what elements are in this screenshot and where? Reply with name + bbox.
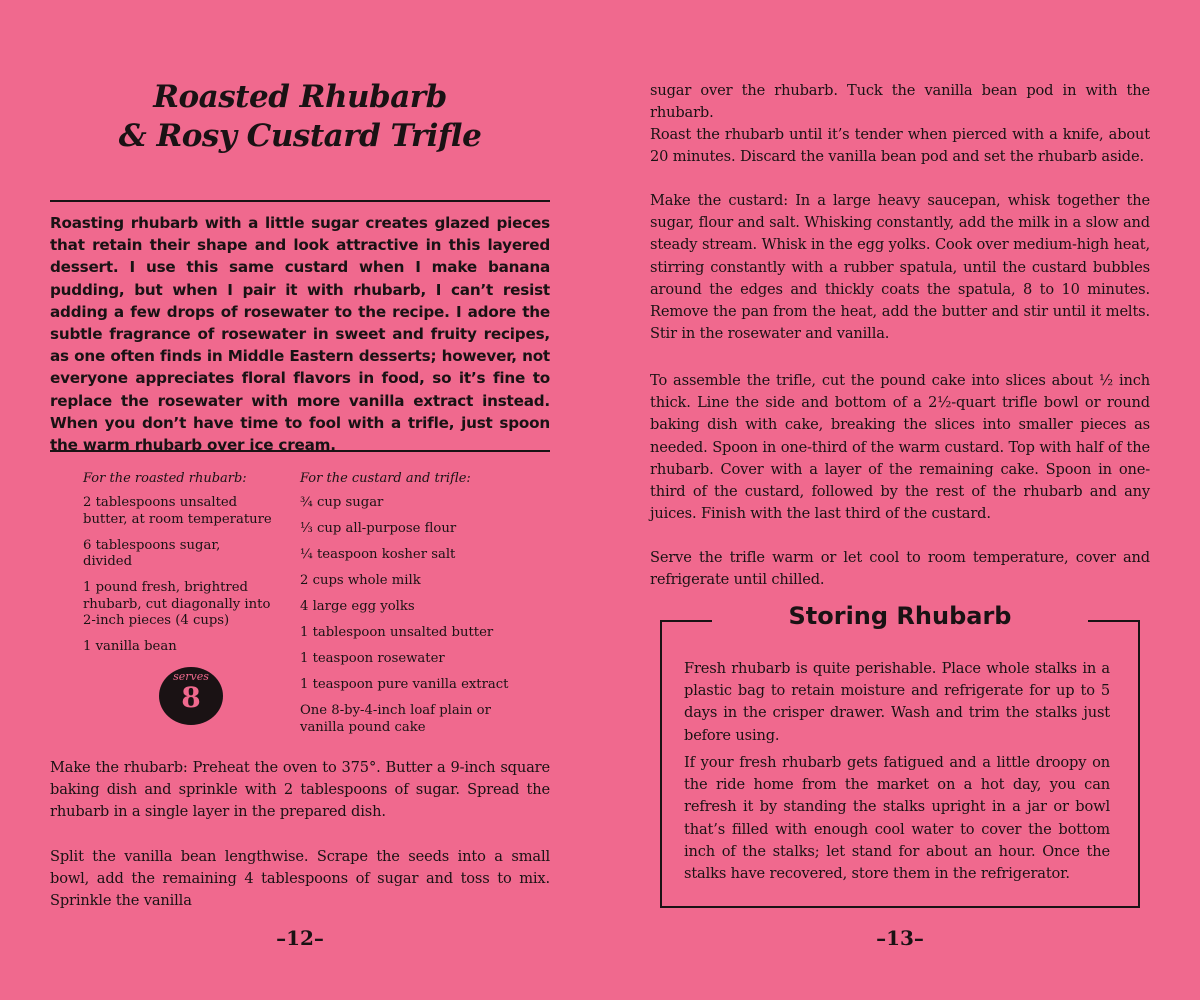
ingredients-rhubarb-heading: For the roasted rhubarb:	[83, 471, 247, 486]
serves-label: serves	[173, 670, 209, 683]
recipe-intro: Roasting rhubarb with a little sugar creates glazed pieces that retain their shape and look attractive in this layered dessert. I use this same custard when I make banana pudding, but when I pair it with rhubarb, I can’t resist adding a few drops of rosewater to the recipe. I adore the subtle fragrance of rosewater in sweet and fruity recipes, as one often finds in Middle Eastern desserts; however, not everyone appreciates floral flavors in food, so it’s fine to replace the rosewater with more vanilla extract instead. When you don’t have time to fool with a trifle, just spoon the warm rhubarb over ice cream.	[50, 214, 550, 455]
ingredient-item: 1 vanilla bean	[83, 639, 177, 654]
ingredient-item: 4 large egg yolks	[300, 599, 415, 614]
serves-badge	[159, 667, 223, 725]
method-paragraph: Serve the trifle warm or let cool to room temperature, cover and refrigerate until chilled.	[650, 549, 1150, 589]
recipe-title	[50, 78, 550, 156]
right-page	[650, 0, 1150, 1000]
ingredient-item: 1 teaspoon rosewater	[300, 651, 445, 666]
page-number-left: –12–	[276, 926, 324, 950]
serves-number: 8	[181, 681, 201, 714]
ingredients-rhubarb	[83, 470, 273, 665]
ingredient-item: 1 tablespoon unsalted butter	[300, 625, 494, 640]
divider-top	[50, 200, 550, 202]
ingredient-item: 6 tablespoons sugar, divided	[83, 537, 221, 569]
recipe-title-line-2: & Rosy Custard Trifle	[118, 118, 482, 154]
method-paragraph: Make the custard: In a large heavy saucepan, whisk together the sugar, flour and salt. Whisking constantly, add the milk in a slow and steady stream. Whisk in the egg yolks. Cook over medium-high heat, stirring constantly with a rubber spatula, until the custard bubbles around the edges and thickly coats the spatula, 8 to 10 minutes. Remove the pan from the heat, add the butter and stir until it melts. Stir in the rosewater and vanilla.	[650, 192, 1150, 343]
divider-bottom	[50, 450, 550, 452]
method-paragraph: Roast the rhubarb until it’s tender when pierced with a knife, about 20 minutes. Discard the vanilla bean pod and set the rhubarb aside.	[650, 126, 1150, 166]
ingredient-item: 1 teaspoon pure vanilla extract	[300, 677, 509, 692]
recipe-title-line-1: Roasted Rhubarb	[153, 79, 447, 115]
ingredient-item: 1 pound fresh, brightred rhubarb, cut diagonally into 2-inch pieces (4 cups)	[83, 580, 271, 628]
sidebar-paragraph: If your fresh rhubarb gets fatigued and a little droopy on the ride home from the market on a hot day, you can refresh it by standing the stalks upright in a jar or bowl that’s filled with enough cool water to cover the bottom inch of the stalks; let stand for about an hour. Once the stalks have recovered, store them in the refrigerator.	[684, 754, 1110, 883]
left-page	[50, 0, 550, 1000]
ingredient-item: 2 cups whole milk	[300, 573, 421, 588]
method-paragraph: sugar over the rhubarb. Tuck the vanilla bean pod in with the rhubarb.	[650, 82, 1150, 122]
sidebar-paragraph: Fresh rhubarb is quite perishable. Place whole stalks in a plastic bag to retain moisture and refrigerate for up to 5 days in the crisper drawer. Wash and trim the stalks just before using.	[684, 660, 1110, 744]
ingredient-item: One 8-by-4-inch loaf plain or vanilla pound cake	[300, 703, 491, 735]
ingredient-item: 2 tablespoons unsalted butter, at room temperature	[83, 495, 272, 527]
ingredients-custard-heading: For the custard and trifle:	[300, 471, 471, 486]
method-paragraph: To assemble the trifle, cut the pound cake into slices about ½ inch thick. Line the side and bottom of a 2½-quart trifle bowl or round baking dish with cake, breaking the slices into smaller pieces as needed. Spoon in one-third of the warm custard. Top with half of the rhubarb. Cover with a layer of the remaining cake. Spoon in one-third of the custard, followed by the rest of the rhubarb and any juices. Finish with the last third of the custard.	[650, 372, 1150, 523]
page-number-right: –13–	[876, 926, 924, 950]
method-paragraph: Make the rhubarb: Preheat the oven to 375°. Butter a 9-inch square baking dish and sprinkle with 2 tablespoons of sugar. Spread the rhubarb in a single layer in the prepared dish.	[50, 759, 550, 821]
method-paragraph: Split the vanilla bean lengthwise. Scrape the seeds into a small bowl, add the remaining 4 tablespoons of sugar and toss to mix. Sprinkle the vanilla	[50, 848, 550, 910]
ingredient-item: ¾ cup sugar	[300, 495, 384, 510]
ingredient-item: ¼ teaspoon kosher salt	[300, 547, 456, 562]
ingredients-custard	[300, 470, 530, 746]
ingredient-item: ⅓ cup all-purpose flour	[300, 521, 457, 536]
sidebar-title: Storing Rhubarb	[788, 602, 1012, 630]
